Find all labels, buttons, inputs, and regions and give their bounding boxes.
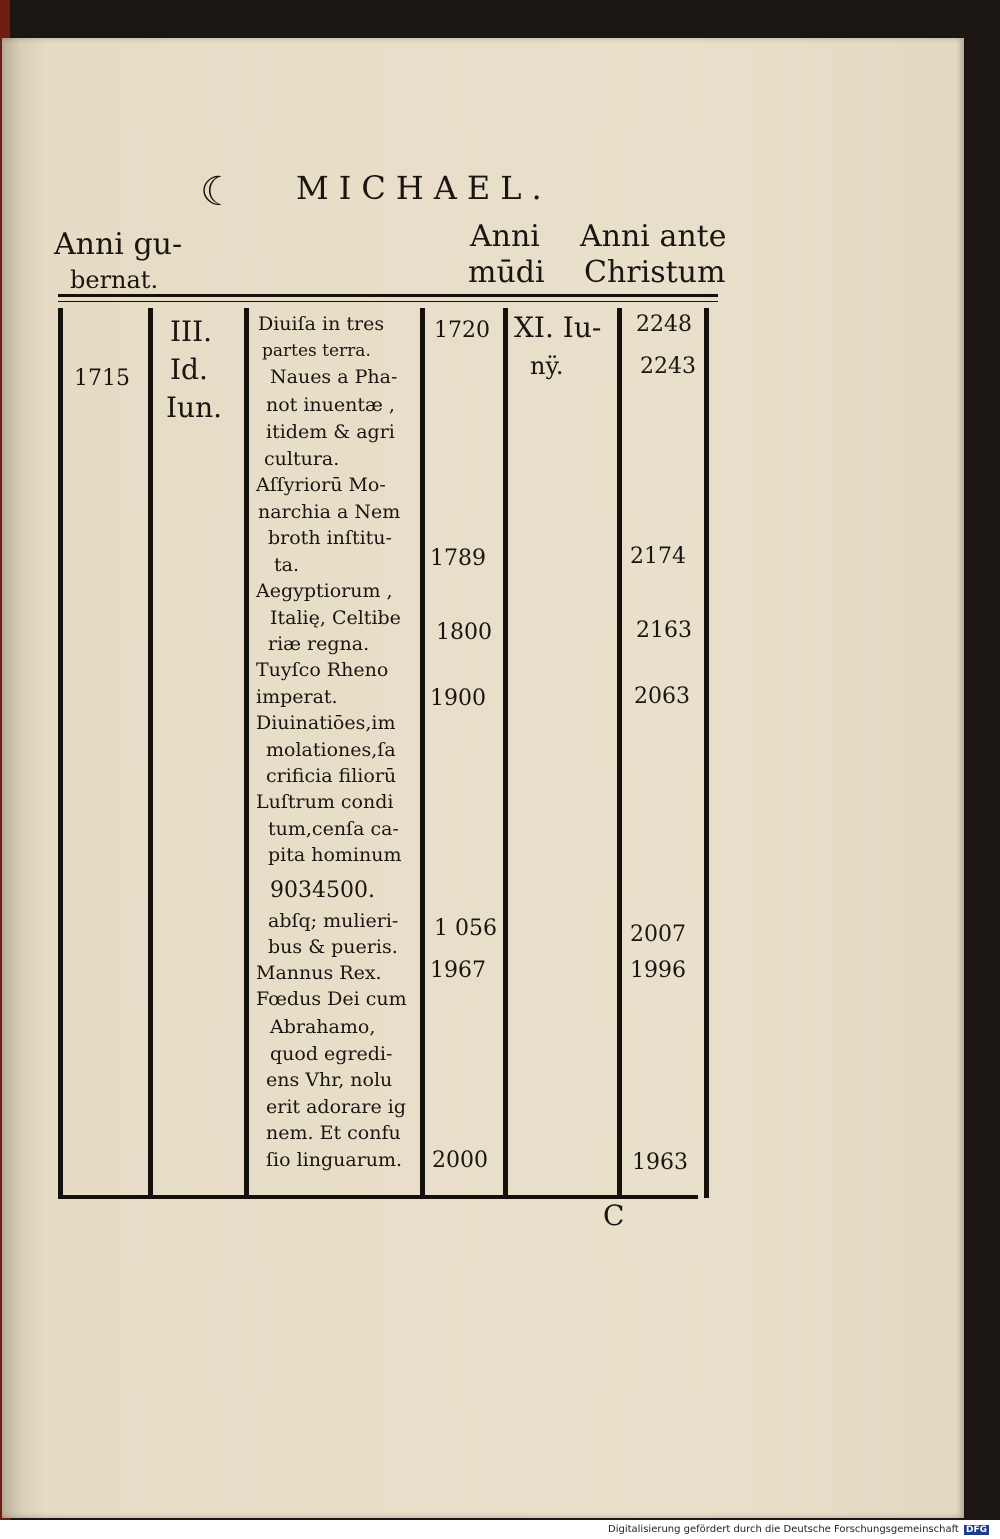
anni-mundi-value: 1800: [436, 620, 492, 645]
event-line: erit adorare ig: [266, 1096, 407, 1118]
event-line: pita hominum: [268, 844, 402, 866]
event-line: ſio linguarum.: [266, 1149, 403, 1171]
event-line: Diuiſa in tres: [258, 313, 385, 335]
column-divider: [617, 308, 622, 1198]
event-line: Tuyſco Rheno: [256, 659, 389, 681]
event-line: Abrahamo,: [270, 1016, 376, 1038]
event-line: tum,cenſa ca-: [268, 818, 399, 840]
date2-line: nÿ.: [530, 352, 564, 380]
event-line: Aegyptiorum ,: [256, 580, 393, 602]
header-anni-mundi-1: Anni: [470, 219, 540, 254]
event-line: Luſtrum condi: [256, 791, 394, 813]
anni-ante-value: 2063: [634, 684, 690, 709]
signature-mark: C: [603, 1199, 625, 1232]
dfg-logo-icon: DFG: [966, 1525, 988, 1535]
header-anni-gubernat-2: bernat.: [70, 266, 159, 294]
anni-ante-value: 2243: [640, 354, 696, 379]
event-line: abſq; mulieri-: [268, 910, 399, 932]
anni-ante-value: 1963: [632, 1150, 688, 1175]
event-line: bus & pueris.: [268, 936, 398, 958]
event-line: Naues a Pha-: [270, 366, 398, 388]
anni-ante-value: 1996: [630, 958, 686, 983]
event-line: molationes,ſa: [266, 739, 396, 761]
table-top-rule-thick: [58, 294, 718, 297]
column-divider: [244, 308, 249, 1198]
column-divider: [704, 308, 709, 1198]
event-line: riæ regna.: [268, 633, 370, 655]
moon-icon: ☾: [200, 169, 236, 215]
event-line: Aſſyriorū Mo-: [256, 474, 386, 496]
event-line: Fœdus Dei cum: [256, 988, 407, 1010]
header-anni-mundi-2: mūdi: [468, 255, 545, 290]
anni-ante-value: 2248: [636, 312, 692, 337]
event-line: cultura.: [264, 448, 340, 470]
event-line: crificia filiorū: [266, 765, 397, 787]
date-line: III.: [170, 315, 213, 348]
anni-ante-value: 2163: [636, 618, 692, 643]
header-anni-ante-2: Christum: [584, 255, 726, 290]
event-line: itidem & agri: [266, 421, 395, 443]
date-line: Id.: [170, 353, 208, 386]
gubernat-year: 1715: [74, 366, 130, 391]
header-anni-gubernat-1: Anni gu-: [54, 227, 183, 262]
running-head: MICHAEL.: [296, 169, 552, 207]
date-line: Iun.: [166, 391, 223, 424]
date2-line: XI. Iu-: [514, 311, 602, 344]
event-line: Diuinatiōes,im: [256, 712, 396, 734]
anni-mundi-value: 2000: [432, 1148, 488, 1173]
header-anni-ante-1: Anni ante: [580, 219, 727, 254]
column-divider: [420, 308, 425, 1198]
column-divider: [58, 308, 63, 1198]
anni-ante-value: 2174: [630, 544, 686, 569]
event-line: ta.: [274, 554, 300, 576]
digitization-footer: [608, 1524, 989, 1535]
event-line: ens Vhr, nolu: [266, 1069, 393, 1091]
event-line: Mannus Rex.: [256, 962, 382, 984]
anni-ante-value: 2007: [630, 922, 686, 947]
event-line: partes terra.: [262, 341, 371, 361]
anni-mundi-value: 1 056: [434, 916, 497, 941]
event-line: narchia a Nem: [258, 501, 401, 523]
table-top-rule-thin: [58, 301, 718, 302]
event-line: not inuentæ ,: [266, 394, 395, 416]
anni-mundi-value: 1967: [430, 958, 486, 983]
column-divider: [148, 308, 153, 1198]
event-line: broth inſtitu-: [268, 527, 392, 549]
column-divider: [503, 308, 508, 1198]
event-line: 9034500.: [270, 878, 375, 903]
event-line: quod egredi-: [270, 1043, 393, 1065]
anni-mundi-value: 1789: [430, 546, 486, 571]
anni-mundi-value: 1900: [430, 686, 486, 711]
event-line: imperat.: [256, 686, 338, 708]
table-bottom-rule: [58, 1195, 698, 1199]
event-line: Italię, Celtibe: [270, 607, 401, 629]
footer-text: Digitalisierung gefördert durch die Deutsche Forschungsgemeinschaft: [608, 1524, 959, 1535]
event-line: nem. Et confu: [266, 1122, 401, 1144]
anni-mundi-value: 1720: [434, 318, 490, 343]
